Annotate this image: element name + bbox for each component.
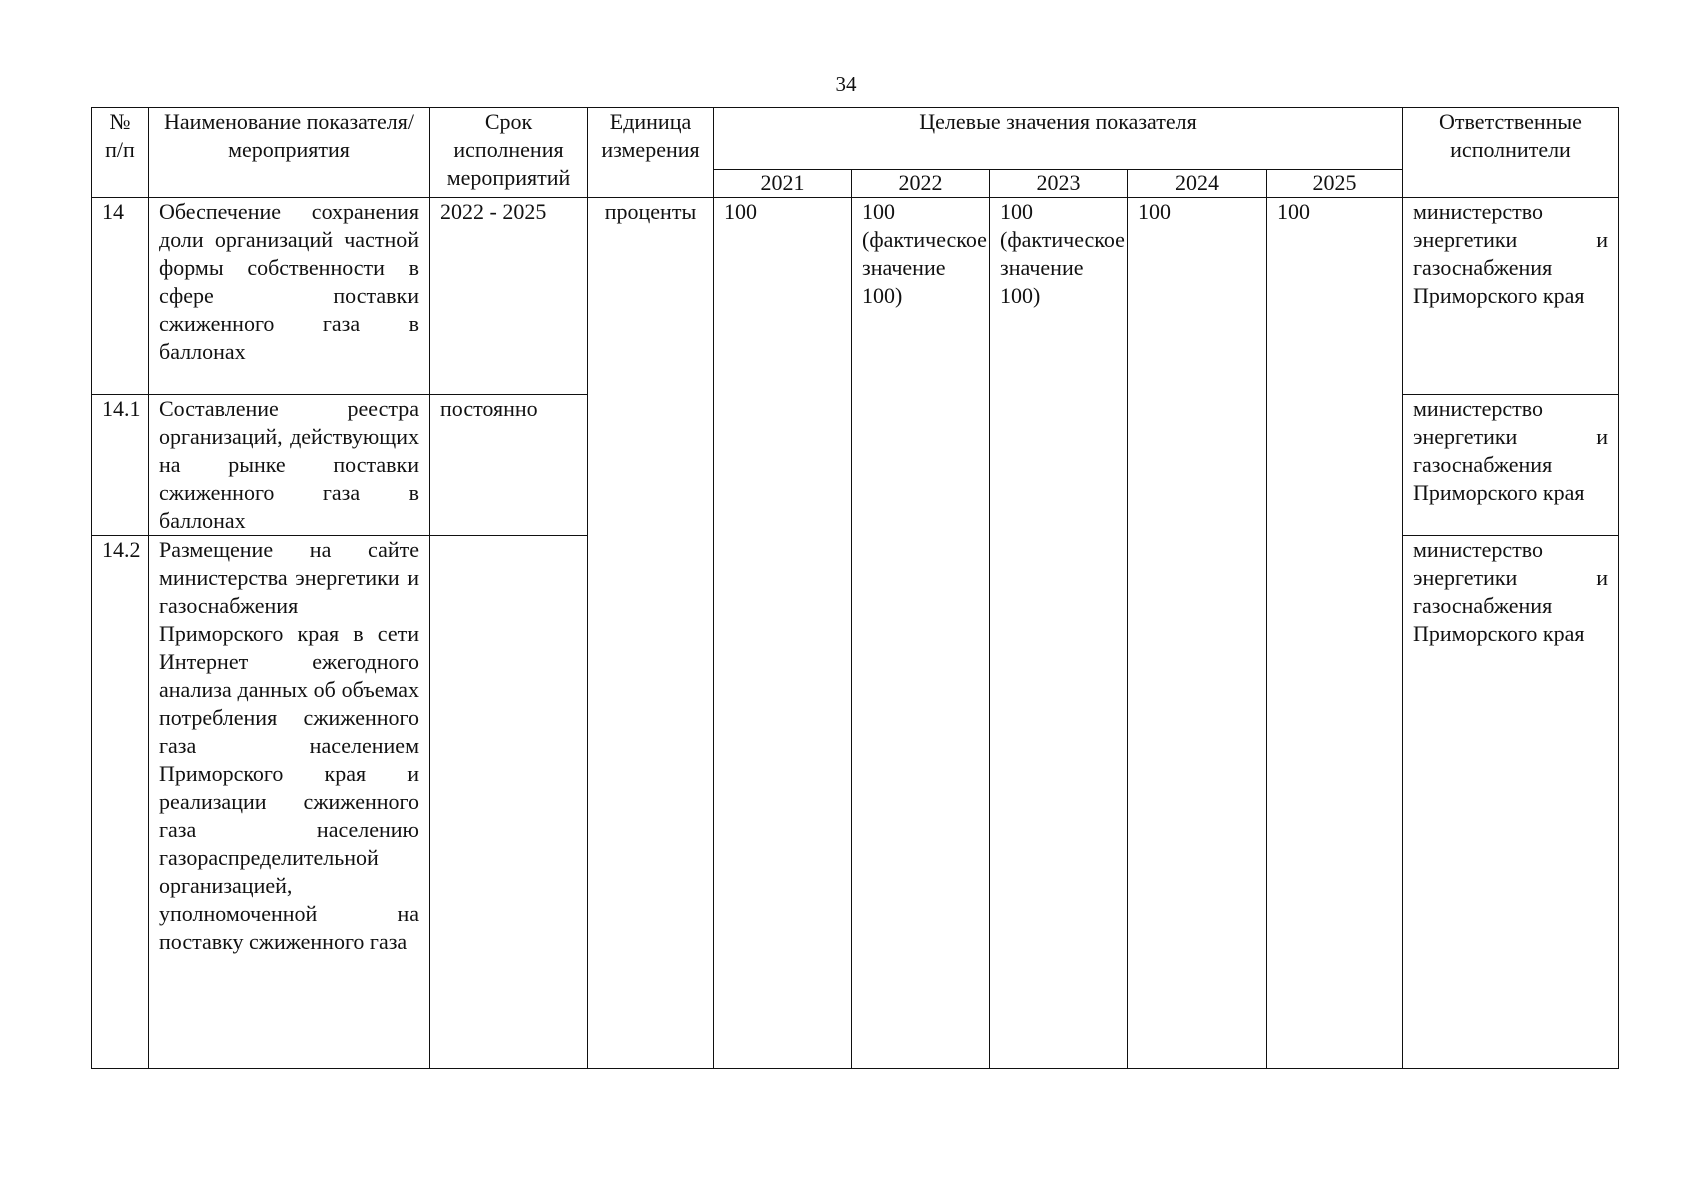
header-year: 2024 xyxy=(1128,170,1267,198)
page-number: 34 xyxy=(835,72,857,96)
row-number: 14.2 xyxy=(92,536,149,1069)
header-term: Срок исполнения мероприятий xyxy=(430,108,588,198)
value-2022: 100 (фактическое значение 100) xyxy=(852,198,990,1069)
header-year: 2025 xyxy=(1267,170,1403,198)
table-row xyxy=(92,198,1619,395)
value-2023: 100 (фактическое значение 100) xyxy=(990,198,1128,1069)
indicators-table xyxy=(91,107,1619,1069)
header-responsible: Ответственные исполнители xyxy=(1403,108,1619,198)
header-year: 2022 xyxy=(852,170,990,198)
header-targets: Целевые значения показателя xyxy=(714,108,1403,170)
value-2025: 100 xyxy=(1267,198,1403,1069)
header-name: Наименование показателя/мероприятия xyxy=(149,108,430,198)
header-unit: Единица измерения xyxy=(588,108,714,198)
row-responsible: министерство энергетики и газоснабжения Приморского края xyxy=(1403,198,1619,395)
header-year: 2023 xyxy=(990,170,1128,198)
header-num: № п/п xyxy=(92,108,149,198)
row-name: Составление реестра организаций, действующих на рынке поставки сжиженного газа в баллонах xyxy=(149,395,430,536)
row-name: Обеспечение сохранения доли организаций частной формы собственности в сфере поставки сжиженного газа в баллонах xyxy=(149,198,430,395)
header-year: 2021 xyxy=(714,170,852,198)
row-unit: проценты xyxy=(588,198,714,1069)
value-2024: 100 xyxy=(1128,198,1267,1069)
row-number: 14.1 xyxy=(92,395,149,536)
row-term: 2022 - 2025 xyxy=(430,198,588,395)
row-responsible: министерство энергетики и газоснабжения Приморского края xyxy=(1403,536,1619,1069)
row-name: Размещение на сайте министерства энергетики и газоснабжения Приморского края в сети Интернет ежегодного анализа данных об объемах потребления сжиженного газа населением Приморского края и реализации сжиженного газа населению газораспределительной организацией, уполномоченной на поставку сжиженного газа xyxy=(149,536,430,1069)
value-2021: 100 xyxy=(714,198,852,1069)
row-responsible: министерство энергетики и газоснабжения Приморского края xyxy=(1403,395,1619,536)
row-term: постоянно xyxy=(430,395,588,536)
row-term xyxy=(430,536,588,1069)
row-number: 14 xyxy=(92,198,149,395)
